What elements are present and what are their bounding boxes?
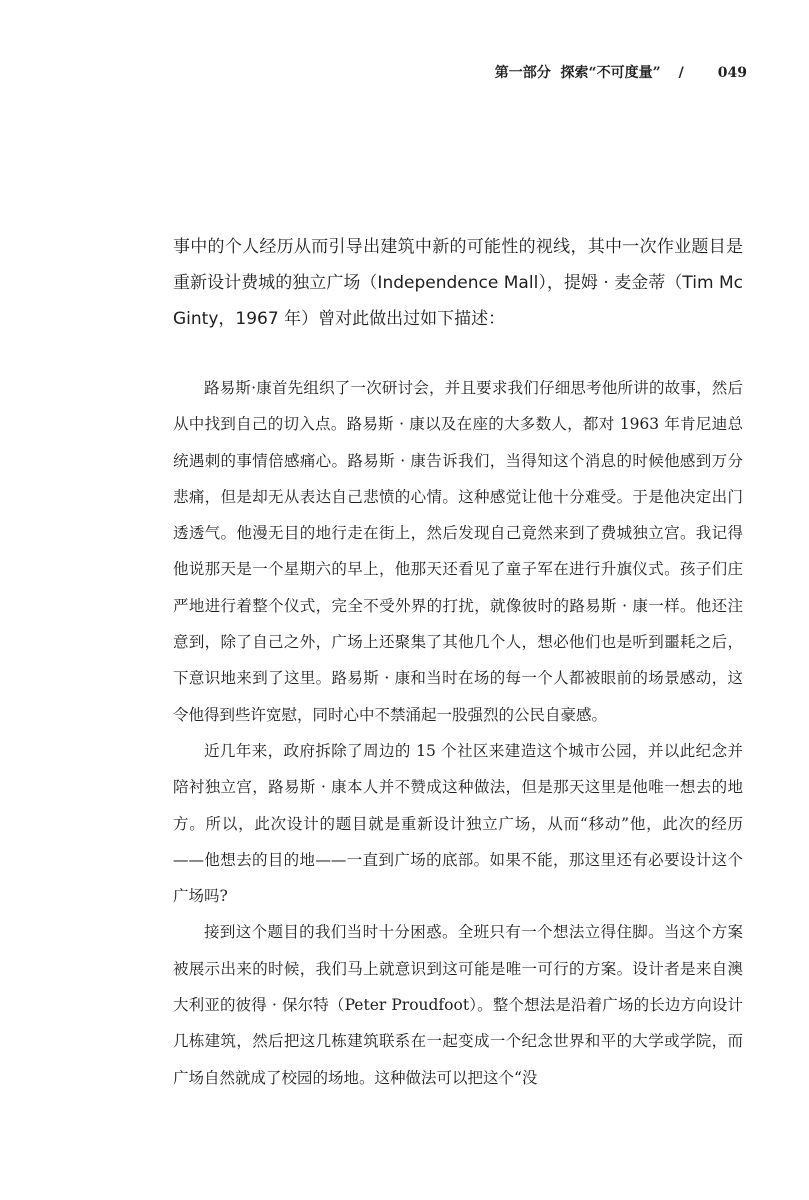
block-quote <box>173 370 743 1096</box>
quote-paragraph-3: 接到这个题目的我们当时十分困惑。全班只有一个想法立得住脚。当这个方案被展示出来的时候，我们马上就意识到这可能是唯一可行的方案。设计者是来自澳大利亚的彼得 · 保尔特（Peter Proudfoot）。整个想法是沿着广场的长边方向设计几栋建筑，然后把这几栋建筑联系在一起变成一个纪念世界和平的大学或学院，而广场自然就成了校园的场地。这种做法可以把这个“没 <box>173 923 743 1087</box>
quote-paragraph-1: 路易斯·康首先组织了一次研讨会，并且要求我们仔细思考他所讲的故事，然后从中找到自己的切入点。路易斯 · 康以及在座的大多数人，都对 1963 年肯尼迪总统遇刺的事情倍感痛心。路易斯 · 康告诉我们，当得知这个消息的时候他感到万分悲痛，但是却无从表达自己悲愤的心情。这种感觉让他十分难受。于是他决定出门透透气。他漫无目的地行走在街上，然后发现自己竟然来到了费城独立宫。我记得他说那天是一个星期六的早上，他那天还看见了童子军在进行升旗仪式。孩子们庄严地进行着整个仪式，完全不受外界的打扰，就像彼时的路易斯 · 康一样。他还注意到，除了自己之外，广场上还聚集了其他几个人，想必他们也是听到噩耗之后，下意识地来到了这里。路易斯 · 康和当时在场的每一个人都被眼前的场景感动，这令他得到些许宽慰，同时心中不禁涌起一股强烈的公民自豪感。 <box>173 379 743 724</box>
section-title: 探索“不可度量” <box>560 65 661 81</box>
running-header <box>495 62 747 82</box>
lead-paragraph: 事中的个人经历从而引导出建筑中新的可能性的视线，其中一次作业题目是重新设计费城的独立广场（Independence Mall），提姆 · 麦金蒂（Tim McGinty，1967 年）曾对此做出过如下描述： <box>173 237 743 329</box>
header-separator: / <box>678 65 684 81</box>
quote-paragraph-2: 近几年来，政府拆除了周边的 15 个社区来建造这个城市公园，并以此纪念并陪衬独立宫，路易斯 · 康本人并不赞成这种做法，但是那天这里是他唯一想去的地方。所以，此次设计的题目就是重新设计独立广场，从而“移动”他，此次的经历——他想去的目的地——一直到广场的底部。如果不能，那这里还有必要设计这个广场吗? <box>173 741 743 906</box>
page-number: 049 <box>717 65 747 81</box>
part-label: 第一部分 <box>494 65 551 81</box>
